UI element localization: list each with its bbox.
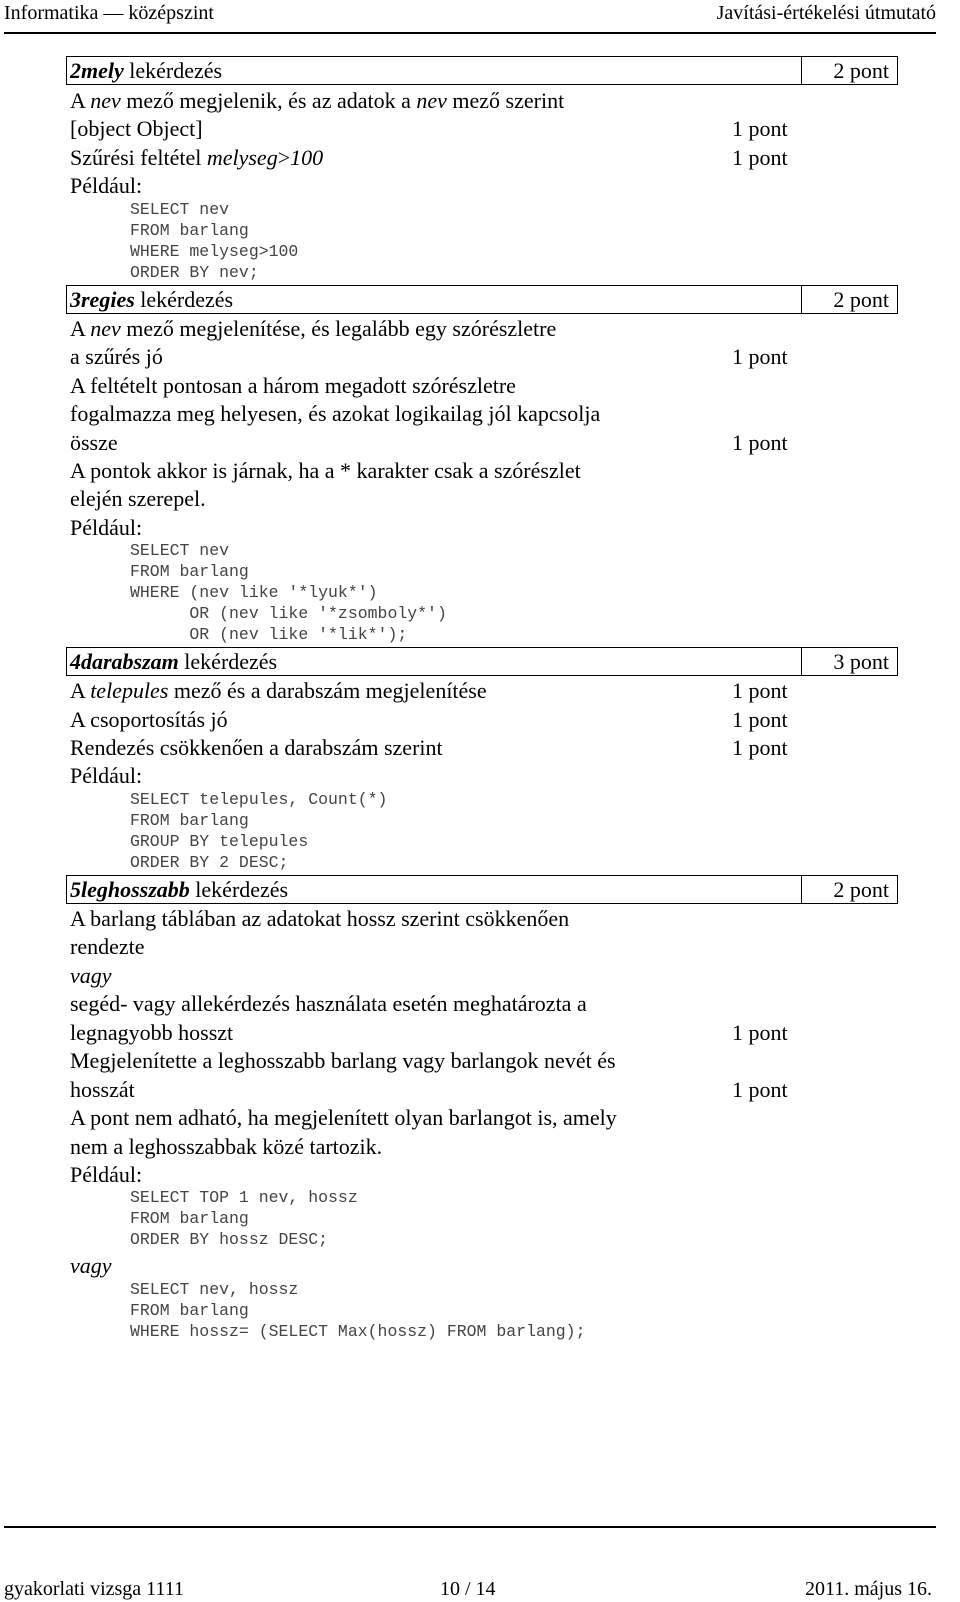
- section-5leghosszabb-points: 2 pont: [802, 875, 898, 904]
- section-5leghosszabb-title: [70, 875, 288, 904]
- section-3regies-title-rest: lekérdezés: [134, 287, 234, 312]
- section-4darabszam-title-rest: lekérdezés: [178, 649, 278, 674]
- section-4darabszam-line-3: Rendezés csökkenően a darabszám szerint: [70, 735, 443, 760]
- section-5leghosszabb-title-rest: lekérdezés: [189, 877, 289, 902]
- section-3regies-line-3: A feltételt pontosan a három megadott szórészletre: [70, 373, 516, 398]
- section-3regies-line-1: A nev mező megjelenítése, és legalább egy szórészletre: [70, 316, 557, 341]
- section-3regies-example-label: Például:: [70, 515, 143, 540]
- footer-date: 2011. május 16.: [804, 1578, 932, 1600]
- section-5leghosszabb-line-points-1: 1 pont: [732, 1020, 788, 1045]
- section-3regies-line-2: a szűrés jó: [70, 344, 163, 369]
- section-5leghosszabb-line-6: Megjelenítette a leghosszabb barlang vagy barlangok nevét és: [70, 1048, 616, 1073]
- section-3regies-line-5: össze: [70, 430, 118, 455]
- header-right: Javítási-értékelési útmutató: [716, 2, 936, 24]
- header-left: Informatika — középszint: [4, 2, 214, 24]
- section-5leghosszabb-line-1: A barlang táblában az adatokat hossz szerint csökkenően: [70, 906, 570, 931]
- section-4darabszam-line-points-3: 1 pont: [732, 735, 788, 760]
- section-2mely-line-1: A nev mező megjelenik, és az adatok a nev mező szerint: [70, 88, 565, 113]
- section-4darabszam-title-name: 4darabszam: [70, 649, 179, 674]
- section-4darabszam-example-label: Például:: [70, 763, 143, 788]
- section-2mely-line-points-2: 1 pont: [732, 145, 788, 170]
- section-5leghosszabb-title-name: 5leghosszabb: [70, 877, 190, 902]
- footer-page-number: 10 / 14: [440, 1578, 496, 1600]
- section-4darabszam-points: 3 pont: [802, 647, 898, 676]
- section-2mely-points: 2 pont: [802, 56, 898, 85]
- footer-rule: [4, 1526, 936, 1528]
- section-2mely-example-label: Például:: [70, 173, 143, 198]
- section-3regies-points: 2 pont: [802, 285, 898, 314]
- section-4darabszam-line-points-1: 1 pont: [732, 678, 788, 703]
- section-3regies-code: SELECT nev FROM barlang WHERE (nev like '*lyuk*') OR (nev like '*zsomboly*') OR (nev like '*lik*');: [130, 541, 447, 644]
- section-2mely-title-name: 2mely: [70, 58, 124, 83]
- section-3regies-title-name: 3regies: [70, 287, 135, 312]
- section-5leghosszabb-line-7: hosszát: [70, 1077, 135, 1102]
- section-5leghosszabb-line-2: rendezte: [70, 934, 145, 959]
- section-2mely-line-points-1: 1 pont: [732, 116, 788, 141]
- section-4darabszam-line-1: A telepules mező és a darabszám megjelenítése: [70, 678, 487, 703]
- section-5leghosszabb-line-4: segéd- vagy allekérdezés használata esetén meghatározta a: [70, 991, 587, 1016]
- section-5leghosszabb-line-points-2: 1 pont: [732, 1077, 788, 1102]
- section-2mely-code: SELECT nev FROM barlang WHERE melyseg>100 ORDER BY nev;: [130, 200, 299, 282]
- section-3regies-line-points-2: 1 pont: [732, 430, 788, 455]
- section-5leghosszabb-example-label: Például:: [70, 1162, 143, 1187]
- section-5leghosszabb-line-3: vagy: [70, 963, 112, 988]
- section-4darabszam-code: SELECT telepules, Count(*) FROM barlang GROUP BY telepules ORDER BY 2 DESC;: [130, 790, 388, 872]
- section-3regies-line-points-1: 1 pont: [732, 344, 788, 369]
- section-5leghosszabb-or-label: vagy: [70, 1253, 112, 1278]
- section-5leghosszabb-line-5: legnagyobb hosszt: [70, 1020, 234, 1045]
- section-4darabszam-line-2: A csoportosítás jó: [70, 707, 228, 732]
- section-2mely-title: [70, 56, 222, 85]
- section-5leghosszabb-code-1: SELECT TOP 1 nev, hossz FROM barlang ORDER BY hossz DESC;: [130, 1188, 358, 1249]
- footer-left: gyakorlati vizsga 1111: [4, 1578, 184, 1600]
- header-rule: [4, 32, 936, 34]
- section-5leghosszabb-line-8: A pont nem adható, ha megjelenített olyan barlangot is, amely: [70, 1105, 617, 1130]
- section-3regies-line-4: fogalmazza meg helyesen, és azokat logikailag jól kapcsolja: [70, 401, 601, 426]
- section-4darabszam-line-points-2: 1 pont: [732, 707, 788, 732]
- section-4darabszam-title: [70, 647, 277, 676]
- section-3regies-title: [70, 285, 233, 314]
- section-3regies-line-7: elején szerepel.: [70, 486, 206, 511]
- section-5leghosszabb-line-9: nem a leghosszabbak közé tartozik.: [70, 1134, 383, 1159]
- section-2mely-line-2: [object Object]: [70, 116, 203, 141]
- section-2mely-line-3: Szűrési feltétel melyseg>100: [70, 145, 324, 170]
- section-5leghosszabb-code-2: SELECT nev, hossz FROM barlang WHERE hossz= (SELECT Max(hossz) FROM barlang);: [130, 1280, 586, 1341]
- section-3regies-line-6: A pontok akkor is járnak, ha a * karakter csak a szórészlet: [70, 458, 581, 483]
- section-2mely-title-rest: lekérdezés: [123, 58, 223, 83]
